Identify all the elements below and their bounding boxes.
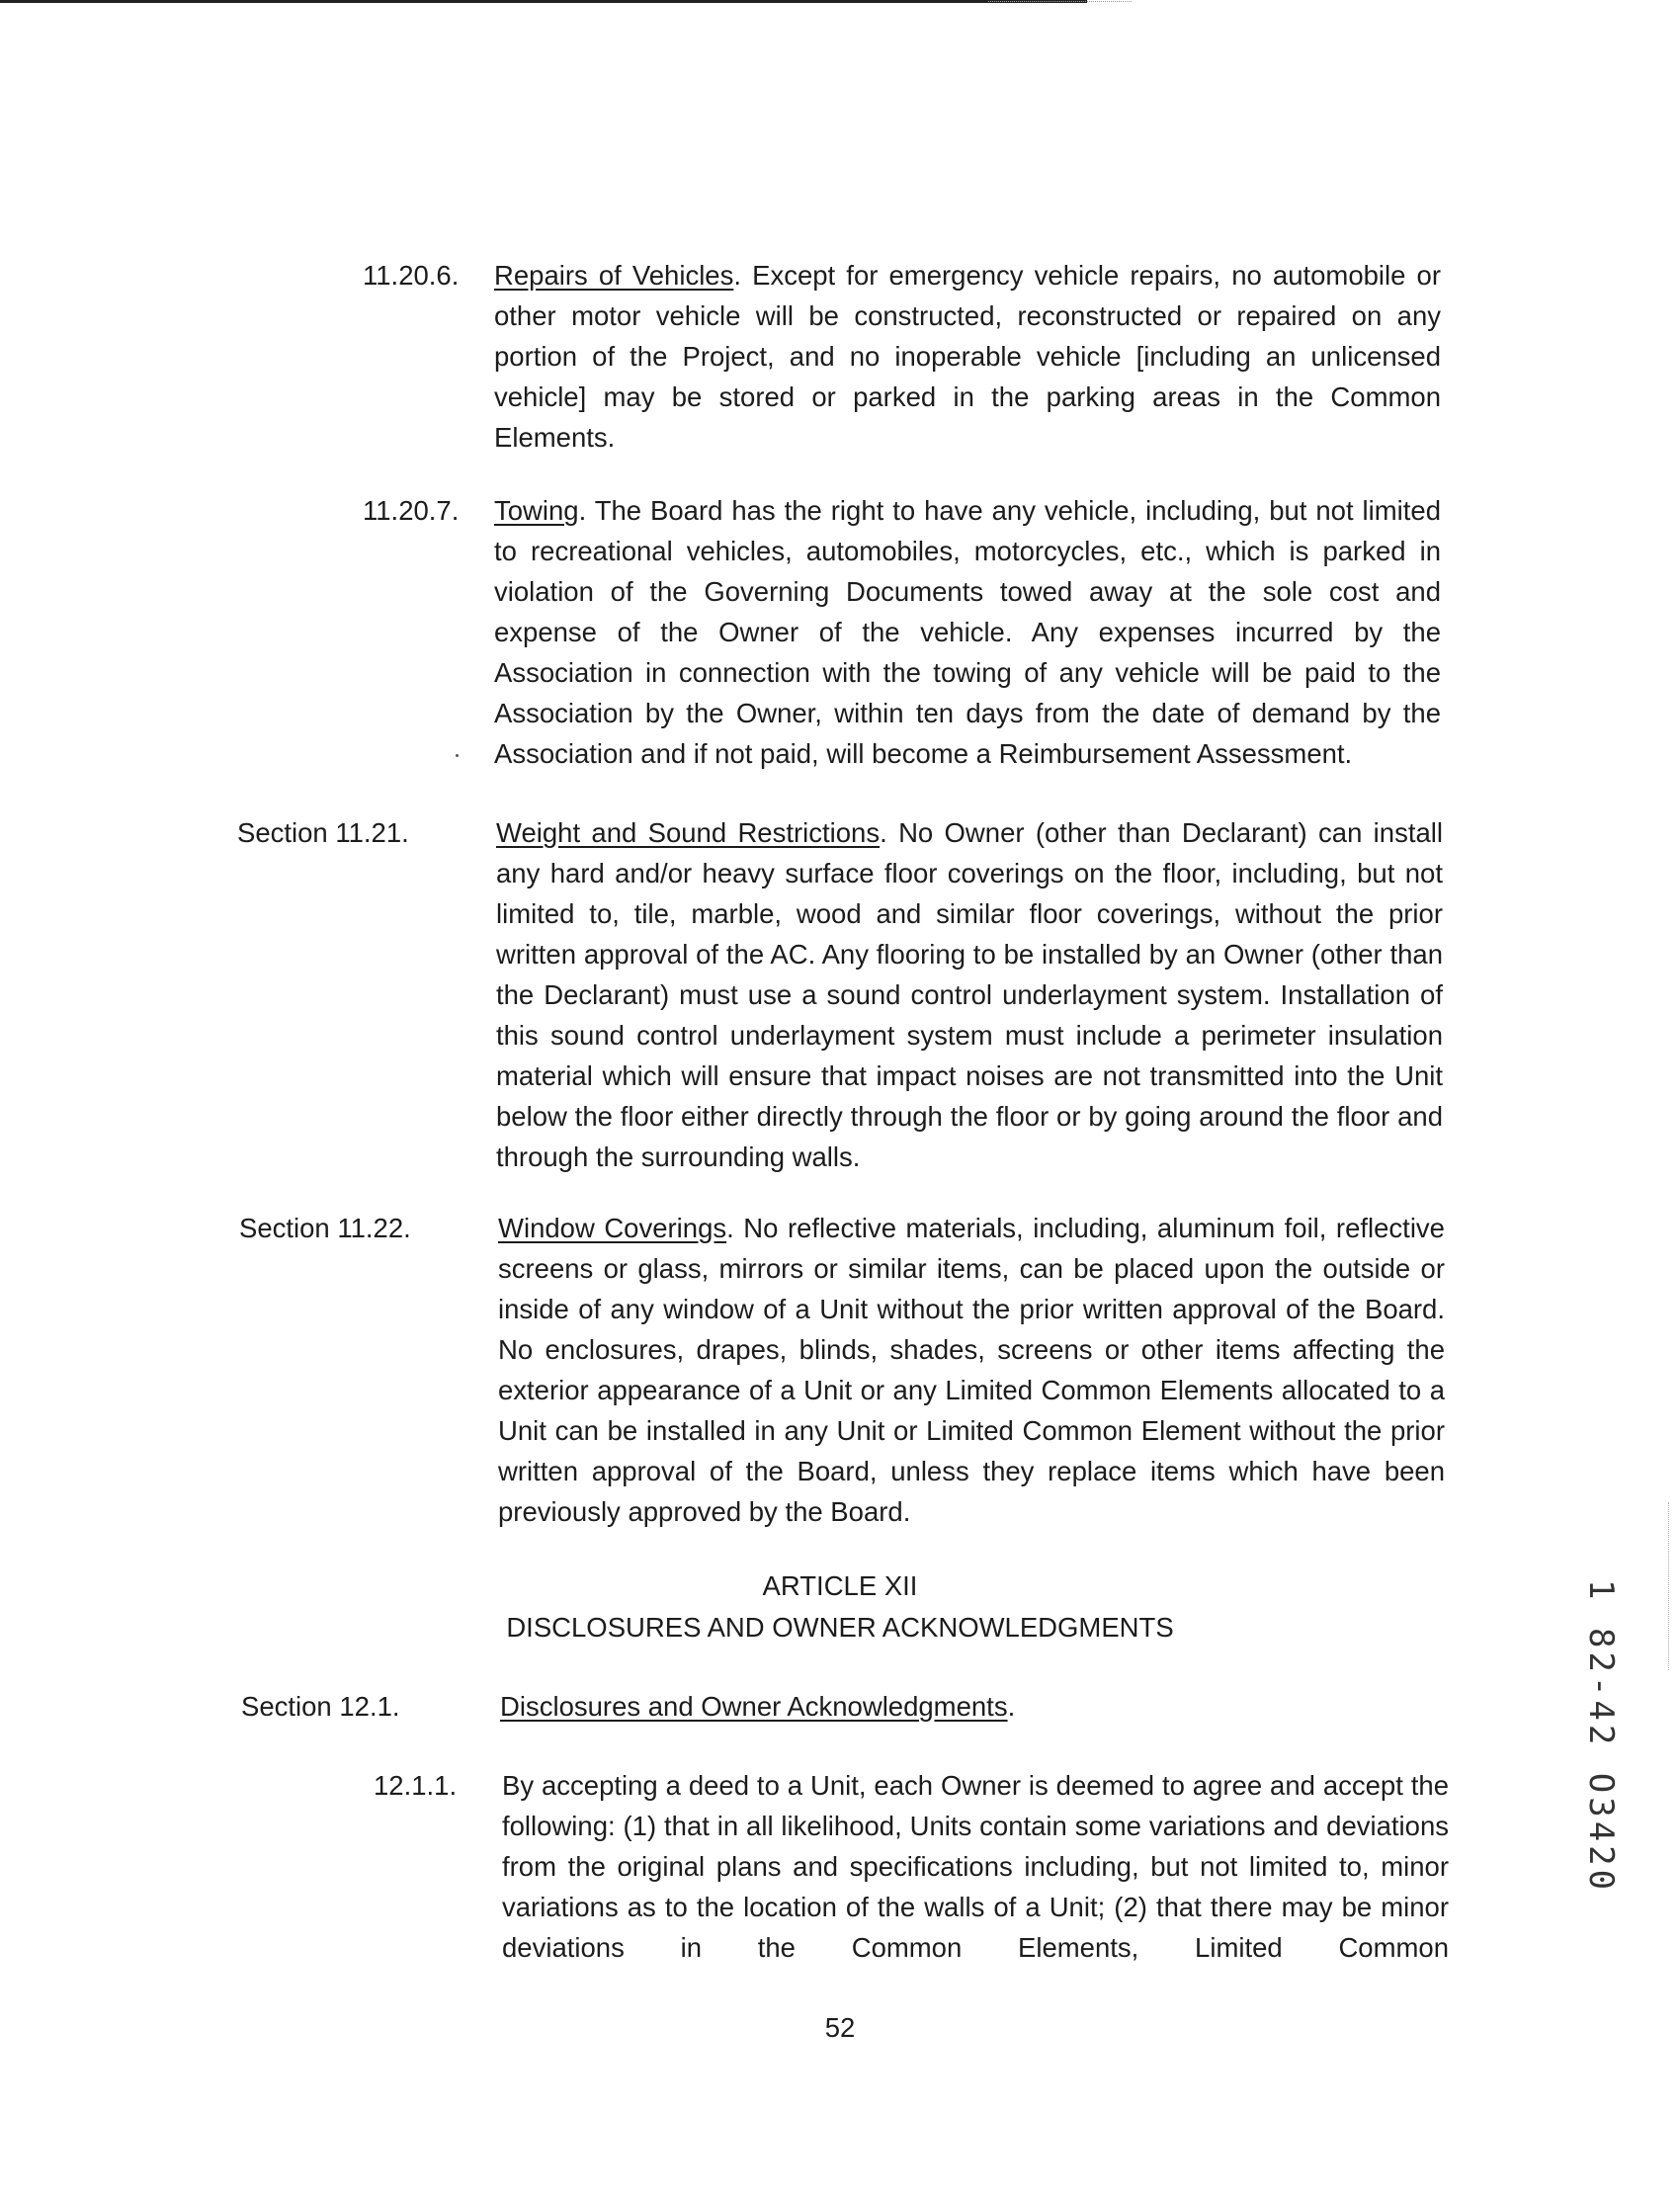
- paragraph-11-20-7: [494, 490, 1441, 774]
- paragraph-text: . No Owner (other than Declarant) can install any hard and/or heavy surface floor coverings on the floor, including, but not limited to, tile, marble, wood and similar floor coverings, without the prior written approval of the AC. Any flooring to be installed by an Owner (other than the Declarant) must use a sound control underlayment system. Installation of this sound control underlayment system must include a perimeter insulation material which will ensure that impact noises are not transmitted into the Unit below the floor either directly through the floor or by going around the floor and through the surrounding walls.: [496, 817, 1443, 1172]
- scan-speck: [456, 754, 459, 757]
- margin-recording-mark: 1 82-42 O3420: [1581, 1579, 1621, 1895]
- section-label-11-22: Section 11.22.: [239, 1213, 411, 1243]
- paragraph-12-1-1: [502, 1765, 1449, 1968]
- paragraph-12-1: [500, 1686, 1447, 1727]
- paragraph-text: .: [1007, 1691, 1016, 1722]
- section-number-12-1-1: 12.1.1.: [374, 1770, 458, 1801]
- paragraph-text: . Except for emergency vehicle repairs, no automobile or other motor vehicle will be constructed, reconstructed or repaired on any portion of the Project, and no inoperable vehicle [including an unlicensed vehicle] may be stored or parked in the parking areas in the Common Elements.: [494, 260, 1441, 453]
- page-number: 52: [824, 2012, 856, 2043]
- section-number-11-20-7: 11.20.7.: [363, 495, 460, 526]
- heading-window-coverings: Window Coverings: [498, 1213, 727, 1243]
- section-label-12-1: Section 12.1.: [241, 1691, 400, 1722]
- margin-dotted-line: [1668, 1502, 1670, 1670]
- heading-disclosures-and-owner-acknowledgments: Disclosures and Owner Acknowledgments: [500, 1691, 1008, 1722]
- heading-weight-and-sound-restrictions: Weight and Sound Restrictions: [496, 817, 881, 848]
- article-title: DISCLOSURES AND OWNER ACKNOWLEDGMENTS: [506, 1612, 1174, 1643]
- scan-top-edge-line: [0, 0, 1087, 3]
- paragraph-11-20-6: [494, 255, 1441, 458]
- paragraph-text: . The Board has the right to have any vehicle, including, but not limited to recreational vehicles, automobiles, motorcycles, etc., which is parked in violation of the Governing Documents towed away at the sole cost and expense of the Owner of the vehicle. Any expenses incurred by the Association in connection with the towing of any vehicle will be paid to the Association by the Owner, within ten days from the date of demand by the Association and if not paid, will become a Reimbursement Assessment.: [494, 495, 1441, 769]
- paragraph-text: By accepting a deed to a Unit, each Owner is deemed to agree and accept the following: (1) that in all likelihood, Units contain some variations and deviations from the original plans and specifications including, but not limited to, minor variations as to the location of the walls of a Unit; (2) that there may be minor deviations in the Common Elements, Limited Common: [502, 1770, 1449, 1963]
- heading-towing: Towing: [494, 495, 579, 526]
- section-number-11-20-6: 11.20.6.: [363, 260, 460, 291]
- article-number: ARTICLE XII: [762, 1570, 918, 1601]
- scan-top-edge-dotted: [988, 1, 1132, 3]
- paragraph-text: . No reflective materials, including, aluminum foil, reflective screens or glass, mirrors or similar items, can be placed upon the outside or inside of any window of a Unit without the prior written approval of the Board. No enclosures, drapes, blinds, shades, screens or other items affecting the exterior appearance of a Unit or any Limited Common Elements allocated to a Unit can be installed in any Unit or Limited Common Element without the prior written approval of the Board, unless they replace items which have been previously approved by the Board.: [498, 1213, 1445, 1527]
- paragraph-11-21: [496, 812, 1443, 1177]
- heading-repairs-of-vehicles: Repairs of Vehicles: [494, 260, 734, 291]
- section-label-11-21: Section 11.21.: [237, 817, 409, 848]
- paragraph-11-22: [498, 1208, 1445, 1532]
